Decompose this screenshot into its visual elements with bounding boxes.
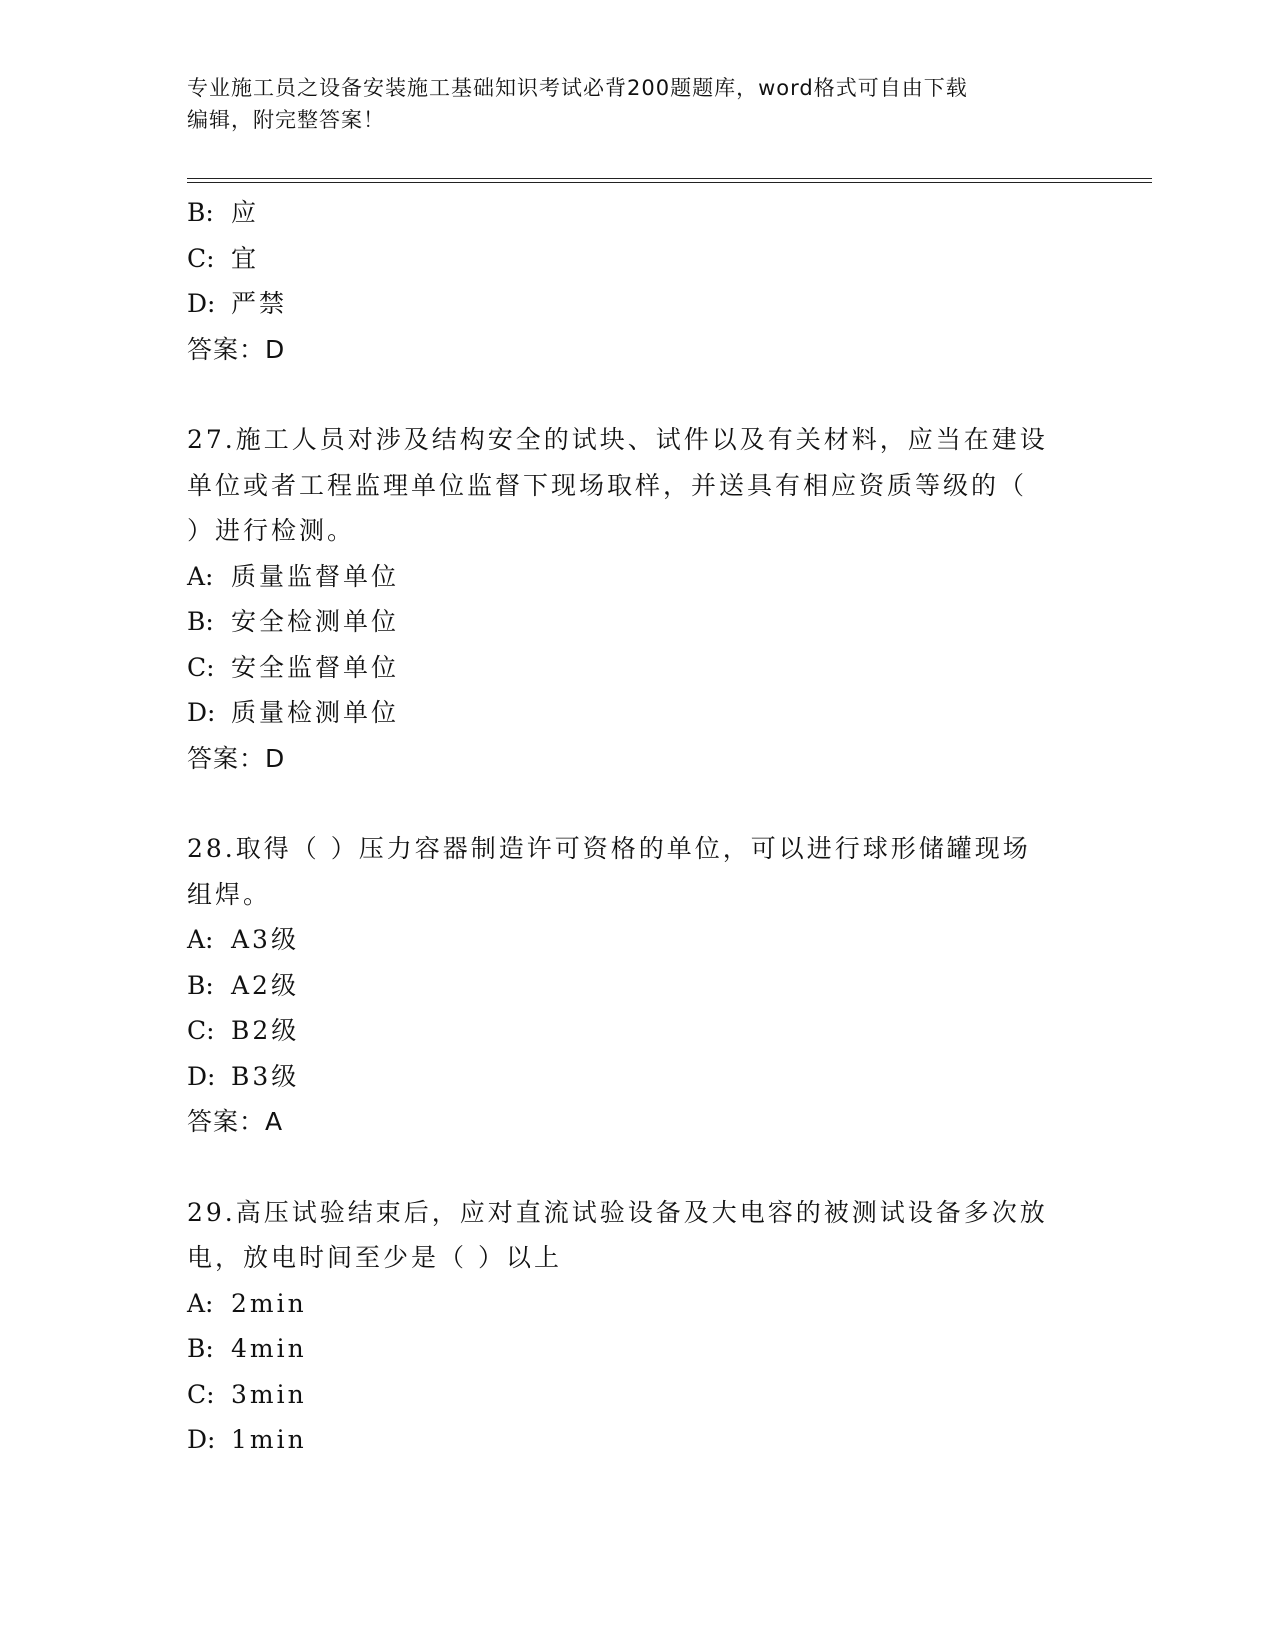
header-line-1: 专业施工员之设备安装施工基础知识考试必背200题题库，word格式可自由下载 [187, 76, 968, 100]
question-list [187, 190, 1087, 1463]
question-27 [187, 417, 1087, 781]
option-d: D: B3级 [187, 1061, 300, 1091]
question-text-line: 组焊。 [187, 879, 272, 909]
question-text-line: 27.施工人员对涉及结构安全的试块、试件以及有关材料，应当在建设 [187, 425, 1048, 454]
header-divider-top [187, 178, 1152, 179]
option-c: C: 宜 [187, 243, 260, 273]
option-a: A: A3级 [187, 925, 299, 954]
question-text-line: 单位或者工程监理单位监督下现场取样，并送具有相应资质等级的（ [187, 470, 1028, 500]
option-a: A: 质量监督单位 [187, 561, 400, 591]
option-d: D: 严禁 [187, 289, 288, 318]
option-c: C: 安全监督单位 [187, 652, 400, 682]
question-text-line: ）进行检测。 [187, 516, 356, 545]
question-text-line: 29.高压试验结束后，应对直流试验设备及大电容的被测试设备多次放 [187, 1197, 1048, 1227]
option-c: C: B2级 [187, 1016, 300, 1045]
question-text-line: 电，放电时间至少是（ ）以上 [187, 1243, 562, 1272]
question-28 [187, 826, 1087, 1145]
option-b: B: 安全检测单位 [187, 607, 400, 636]
question-29 [187, 1190, 1087, 1463]
page-header [187, 72, 1087, 136]
header-line-2: 编辑，附完整答案！ [187, 108, 385, 132]
option-c: C: 3min [187, 1379, 307, 1409]
option-d: D: 质量检测单位 [187, 698, 400, 727]
answer-line: 答案：A [187, 1107, 284, 1136]
option-d: D: 1min [187, 1425, 307, 1454]
option-b: B: 应 [187, 198, 260, 227]
answer-line: 答案：D [187, 334, 286, 364]
header-divider-bottom [187, 182, 1152, 183]
option-a: A: 2min [187, 1288, 307, 1318]
option-b: B: 4min [187, 1334, 307, 1363]
option-b: B: A2级 [187, 970, 299, 1000]
question-continued [187, 190, 1087, 372]
question-text-line: 28.取得（ ）压力容器制造许可资格的单位，可以进行球形储罐现场 [187, 834, 1031, 863]
answer-line: 答案：D [187, 743, 286, 773]
